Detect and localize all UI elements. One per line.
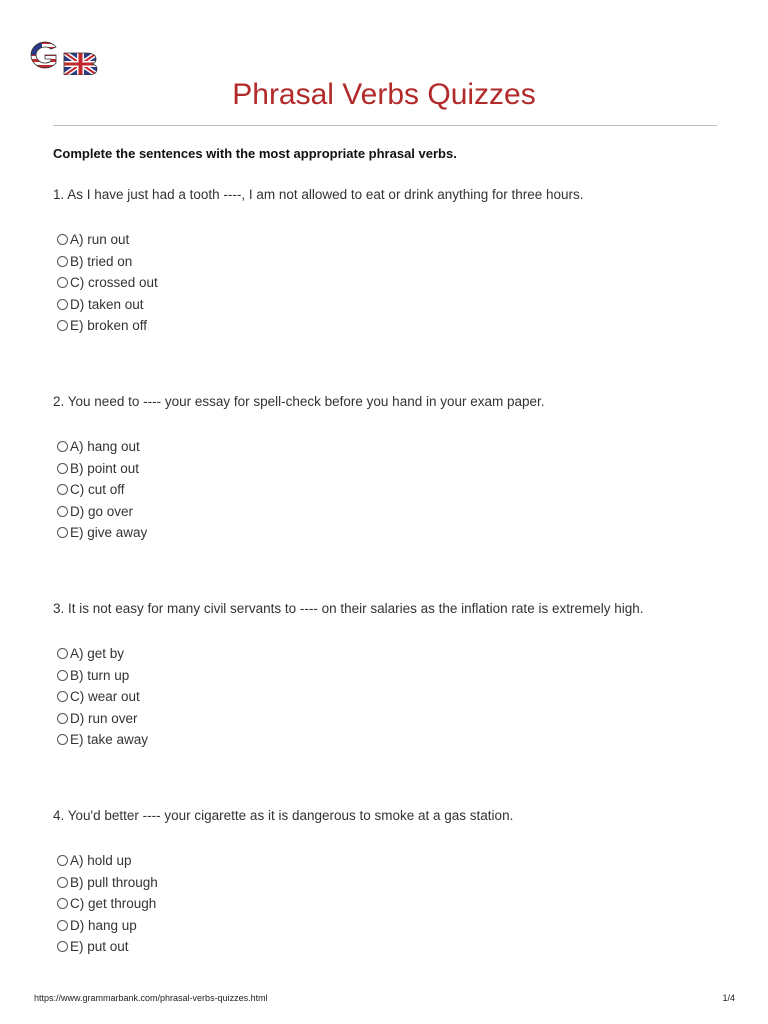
- answer-option-b[interactable]: [57, 872, 158, 894]
- radio-button[interactable]: [57, 463, 68, 474]
- option-label: A) run out: [70, 232, 130, 248]
- answer-option-d[interactable]: [57, 708, 148, 730]
- answer-option-b[interactable]: [57, 251, 158, 273]
- option-label: C) wear out: [70, 689, 140, 705]
- answer-option-e[interactable]: [57, 315, 158, 337]
- radio-button[interactable]: [57, 855, 68, 866]
- option-label: E) broken off: [70, 318, 148, 334]
- answer-option-e[interactable]: [57, 522, 147, 544]
- question-text: 4. You'd better ---- your cigarette as it is dangerous to smoke at a gas station.: [53, 808, 514, 823]
- answer-option-d[interactable]: [57, 915, 158, 937]
- page-title: Phrasal Verbs Quizzes: [232, 78, 536, 111]
- answer-option-e[interactable]: [57, 729, 148, 751]
- footer-url: https://www.grammarbank.com/phrasal-verbs-quizzes.html: [34, 993, 268, 1003]
- page-number: 1/4: [722, 993, 735, 1003]
- answer-options: [57, 229, 158, 337]
- answer-option-a[interactable]: [57, 436, 147, 458]
- option-label: B) tried on: [70, 253, 133, 269]
- radio-button[interactable]: [57, 256, 68, 267]
- radio-button[interactable]: [57, 734, 68, 745]
- option-label: C) crossed out: [70, 275, 158, 291]
- answer-option-b[interactable]: [57, 458, 147, 480]
- option-label: E) put out: [70, 939, 129, 955]
- option-label: A) hold up: [70, 853, 132, 869]
- answer-option-d[interactable]: [57, 501, 147, 523]
- answer-option-e[interactable]: [57, 936, 158, 958]
- site-logo: [26, 37, 100, 75]
- answer-options: [57, 643, 148, 751]
- radio-button[interactable]: [57, 713, 68, 724]
- radio-button[interactable]: [57, 941, 68, 952]
- radio-button[interactable]: [57, 898, 68, 909]
- radio-button[interactable]: [57, 441, 68, 452]
- radio-button[interactable]: [57, 506, 68, 517]
- radio-button[interactable]: [57, 691, 68, 702]
- answer-options: [57, 850, 158, 958]
- question-text: 1. As I have just had a tooth ----, I am not allowed to eat or drink anything for three hours.: [53, 187, 584, 202]
- radio-button[interactable]: [57, 877, 68, 888]
- answer-options: [57, 436, 147, 544]
- option-label: D) run over: [70, 710, 138, 726]
- radio-button[interactable]: [57, 277, 68, 288]
- answer-option-d[interactable]: [57, 294, 158, 316]
- answer-option-a[interactable]: [57, 643, 148, 665]
- answer-option-c[interactable]: [57, 686, 148, 708]
- answer-option-c[interactable]: [57, 479, 147, 501]
- option-label: B) turn up: [70, 667, 130, 683]
- radio-button[interactable]: [57, 234, 68, 245]
- radio-button[interactable]: [57, 920, 68, 931]
- option-label: A) hang out: [70, 439, 140, 455]
- option-label: A) get by: [70, 646, 125, 662]
- radio-button[interactable]: [57, 320, 68, 331]
- option-label: E) give away: [70, 525, 148, 541]
- radio-button[interactable]: [57, 299, 68, 310]
- option-label: D) go over: [70, 503, 134, 519]
- answer-option-c[interactable]: [57, 893, 158, 915]
- radio-button[interactable]: [57, 648, 68, 659]
- answer-option-b[interactable]: [57, 665, 148, 687]
- option-label: E) take away: [70, 732, 149, 748]
- answer-option-a[interactable]: [57, 229, 158, 251]
- option-label: C) get through: [70, 896, 157, 912]
- answer-option-a[interactable]: [57, 850, 158, 872]
- option-label: B) pull through: [70, 874, 158, 890]
- question-text: 2. You need to ---- your essay for spell-check before you hand in your exam paper.: [53, 394, 545, 409]
- answer-option-c[interactable]: [57, 272, 158, 294]
- title-divider: [53, 125, 717, 126]
- option-label: D) taken out: [70, 296, 144, 312]
- radio-button[interactable]: [57, 484, 68, 495]
- option-label: C) cut off: [70, 482, 125, 498]
- option-label: D) hang up: [70, 917, 137, 933]
- quiz-instructions: Complete the sentences with the most appropriate phrasal verbs.: [53, 146, 457, 161]
- question-text: 3. It is not easy for many civil servants to ---- on their salaries as the inflation rate is extremely high.: [53, 601, 644, 616]
- radio-button[interactable]: [57, 670, 68, 681]
- option-label: B) point out: [70, 460, 140, 476]
- radio-button[interactable]: [57, 527, 68, 538]
